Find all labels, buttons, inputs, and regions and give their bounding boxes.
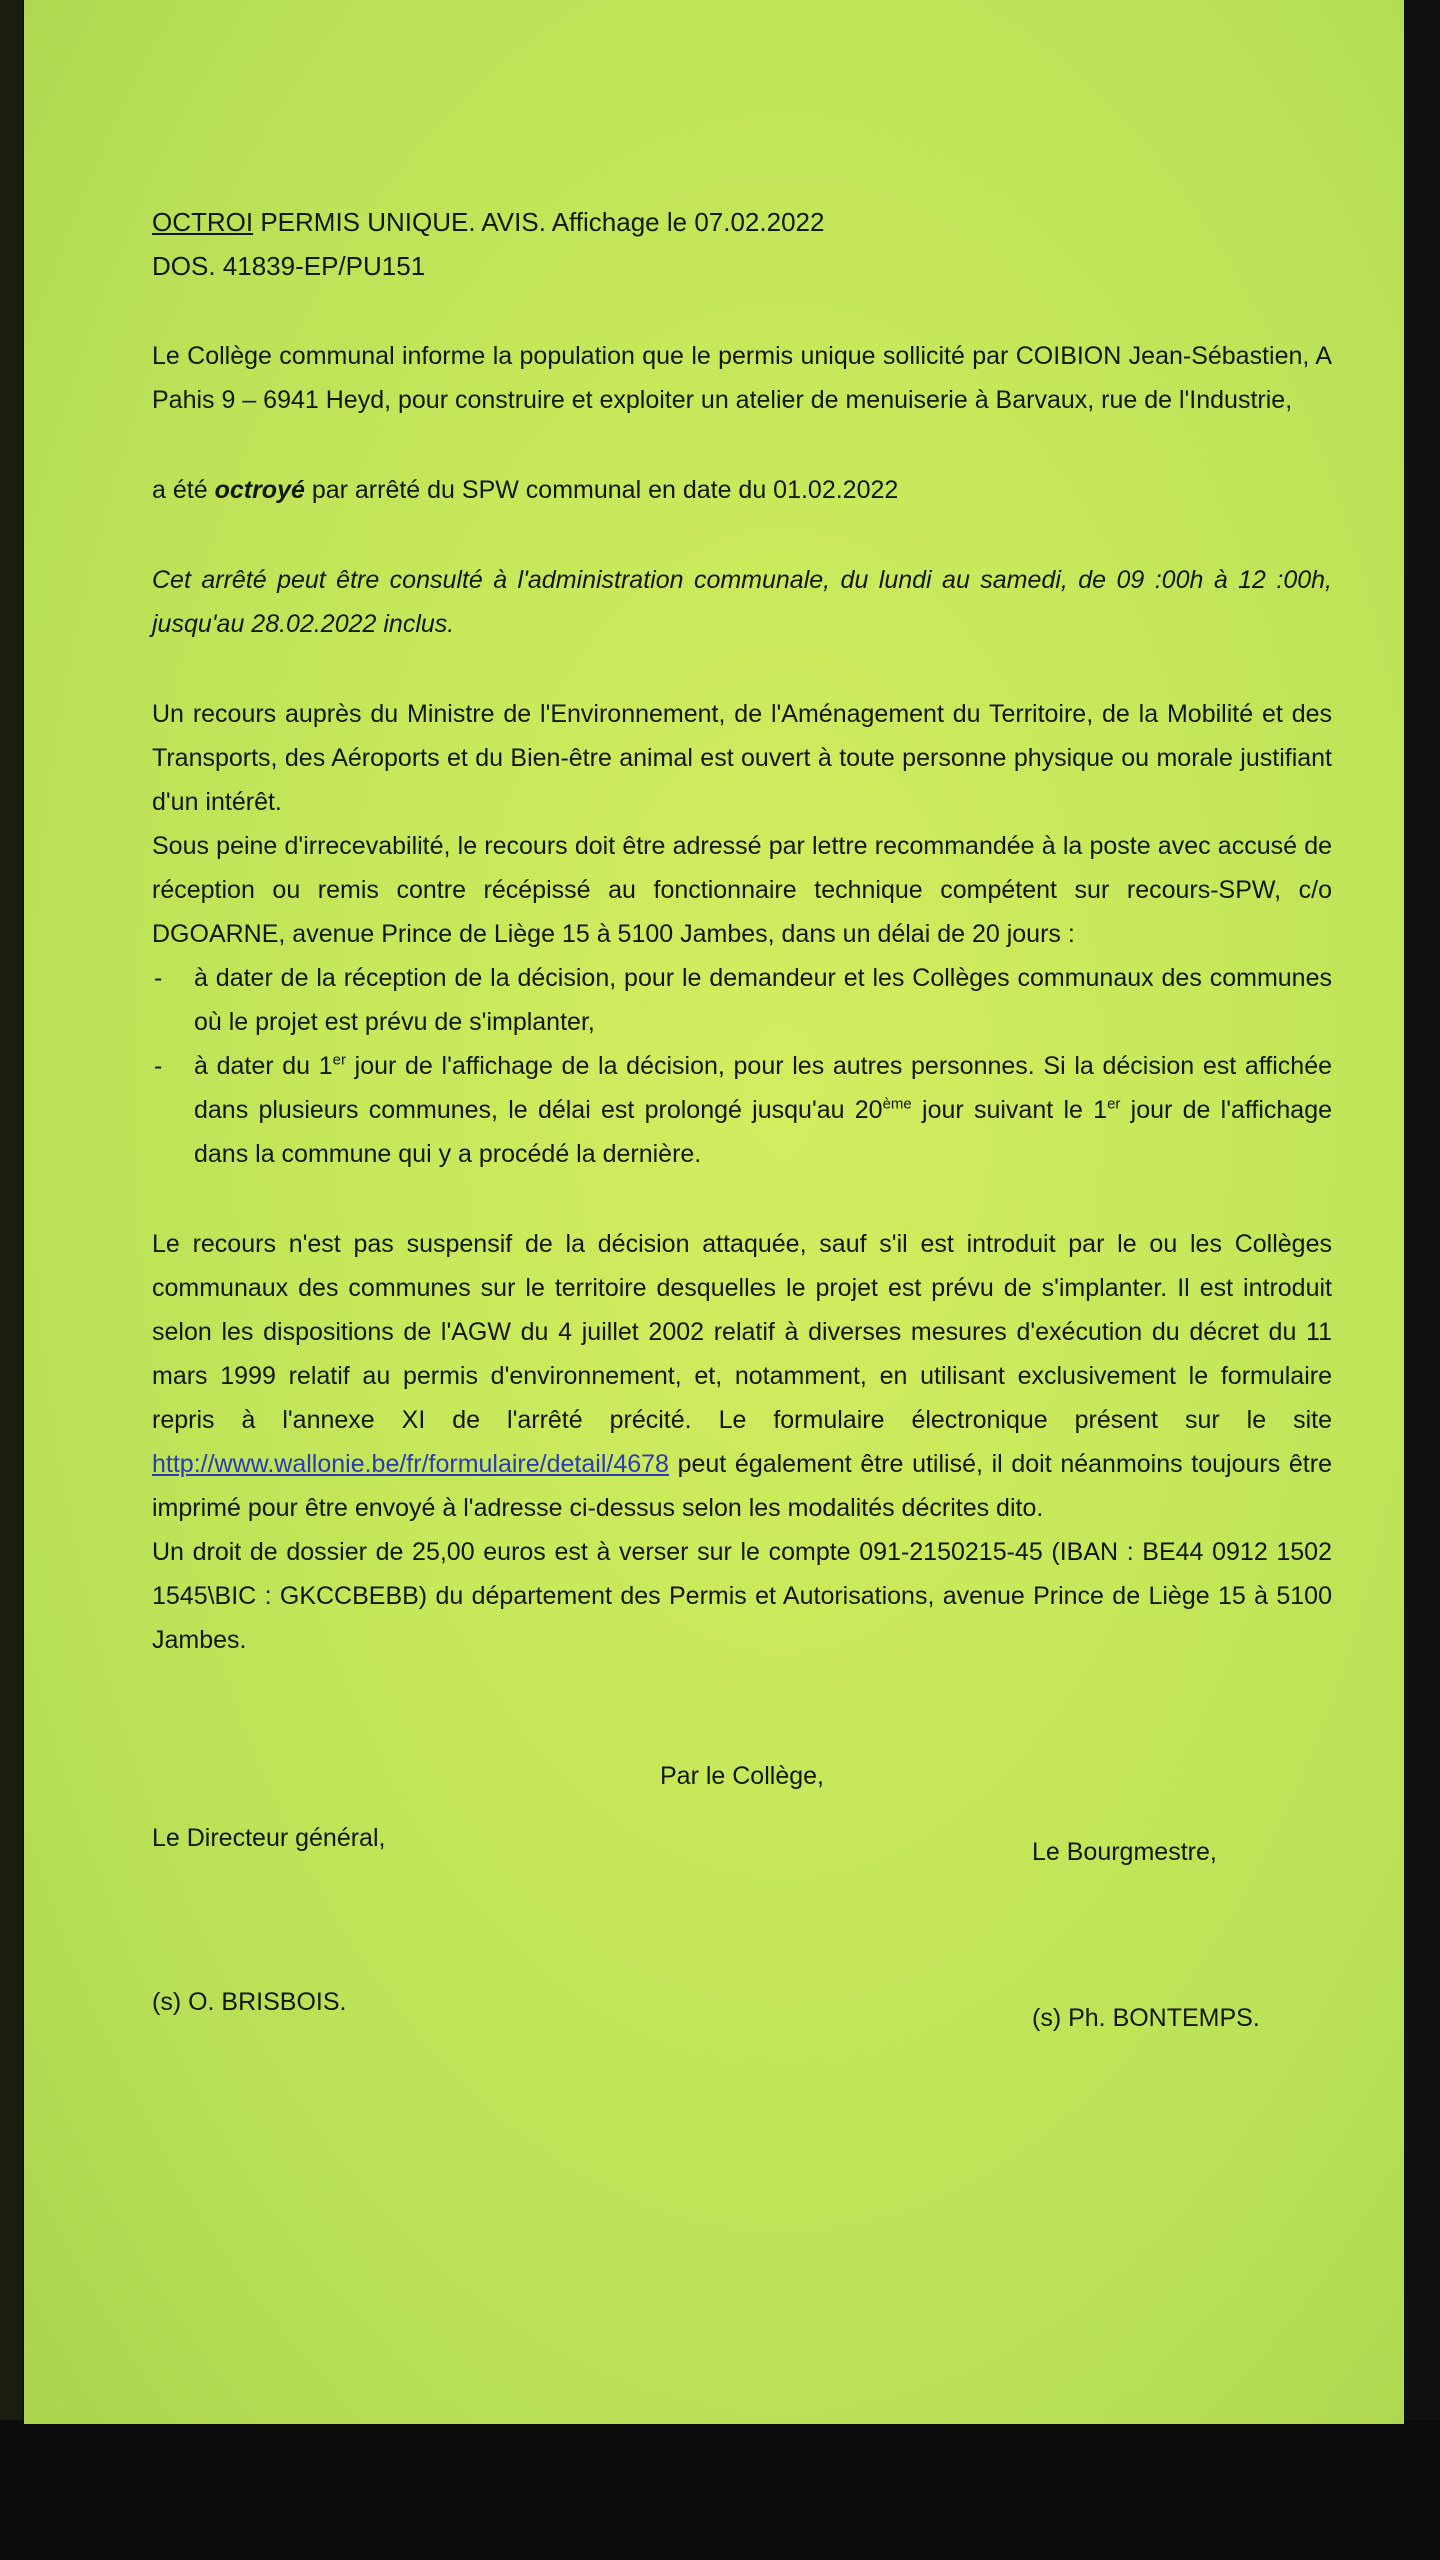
consultation-paragraph: Cet arrêté peut être consulté à l'administration communale, du lundi au samedi, de 09 :00h à 12 :00h, jusqu'au 28.02.2022 inclus. [152, 566, 1332, 638]
appeal-intro-paragraph: Un recours auprès du Ministre de l'Environnement, de l'Aménagement du Territoire, de la Mobilité et des Transports, des Aéroports et du Bien-être animal est ouvert à toute personne physique ou morale justifiant d'un intérêt. [152, 700, 1332, 816]
suspensive-text: Le recours n'est pas suspensif de la décision attaquée, sauf s'il est introduit par le ou les Collèges communaux des communes sur le territoire desquelles le projet est prévu de s'implanter. Il est introduit selon les dispositions de l'AGW du 4 juillet 2002 relatif à diverses mesures d'exécution du décret du 11 mars 1999 relatif au permis d'environnement, et, notamment, en utilisant exclusivement le formulaire repris à l'annexe XI de l'arrêté précité. Le formulaire électronique présent sur le site [152, 1230, 1332, 1434]
list-dash: - [154, 964, 163, 992]
list-item-text-c: jour suivant le 1 [911, 1096, 1108, 1124]
director-name: (s) O. BRISBOIS. [152, 1988, 347, 2016]
title-octroi: OCTROI [152, 207, 254, 237]
fee-paragraph: Un droit de dossier de 25,00 euros est à verser sur le compte 091-2150215-45 (IBAN : BE44 0912 1502 1545\BIC : GKCCBEBB) du département des Permis et Autorisations, avenue Prince de Liège 15 à 5100 Jambes. [152, 1538, 1332, 1654]
suspensive-text-end: peut également être utilisé, il doit néanmoins toujours être imprimé pour être envoyé à l'adresse ci-dessus selon les modalités décrites dito. [152, 1450, 1332, 1522]
list-dash: - [154, 1052, 163, 1080]
list-item-text-d: jour de l'affichage dans la commune qui y a procédé la dernière. [194, 1096, 1333, 1168]
granted-suffix: par arrêté du SPW communal en date du 01.02.2022 [304, 476, 899, 504]
superscript: er [1107, 1095, 1121, 1113]
list-item-text-b: jour de l'affichage de la décision, pour les autres personnes. Si la décision est affichée dans plusieurs communes, le délai est prolongé jusqu'au 20 [194, 1052, 1332, 1124]
photo-frame-right [1404, 0, 1440, 2560]
appeal-method-paragraph: Sous peine d'irrecevabilité, le recours doit être adressé par lettre recommandée à la poste avec accusé de réception ou remis contre récépissé au fonctionnaire technique compétent sur recours-SPW, c/o DGOARNE, avenue Prince de Liège 15 à 5100 Jambes, dans un délai de 20 jours : [152, 832, 1332, 948]
appeal-deadline-list [152, 956, 1332, 1176]
granted-line [152, 468, 1332, 512]
director-title: Le Directeur général, [152, 1824, 386, 1852]
dossier-number: DOS. 41839-EP/PU151 [152, 251, 426, 281]
list-item [152, 1044, 1332, 1176]
list-item [152, 956, 1332, 1044]
list-item-text: à dater de la réception de la décision, pour le demandeur et les Collèges communaux des communes où le projet est prévu de s'implanter, [194, 964, 1332, 1036]
mayor-title: Le Bourgmestre, [1032, 1838, 1217, 1866]
mayor-name: (s) Ph. BONTEMPS. [1032, 2004, 1260, 2032]
signature-titles [152, 1816, 1332, 1874]
superscript: er [332, 1051, 346, 1069]
form-link[interactable]: http://www.wallonie.be/fr/formulaire/detail/4678 [152, 1450, 669, 1478]
photo-frame-bottom [0, 2420, 1440, 2560]
superscript: ème [882, 1095, 912, 1113]
photo-frame-left [0, 0, 22, 2440]
by-college-line: Par le Collège, [660, 1762, 824, 1790]
granted-emphasis: octroyé [214, 476, 305, 504]
granted-prefix: a été [152, 476, 215, 504]
list-item-text-a: à dater du 1 [194, 1052, 333, 1080]
notice-title [152, 200, 1332, 244]
title-rest: PERMIS UNIQUE. AVIS. Affichage le 07.02.2022 [253, 207, 825, 237]
suspensive-paragraph [152, 1222, 1332, 1530]
signature-names [152, 1980, 1332, 2040]
notice-body [152, 200, 1332, 2040]
intro-paragraph: Le Collège communal informe la population que le permis unique sollicité par COIBION Jean-Sébastien, A Pahis 9 – 6941 Heyd, pour construire et exploiter un atelier de menuiserie à Barvaux, rue de l'Industrie, [152, 342, 1332, 414]
notice-paper [24, 0, 1404, 2424]
